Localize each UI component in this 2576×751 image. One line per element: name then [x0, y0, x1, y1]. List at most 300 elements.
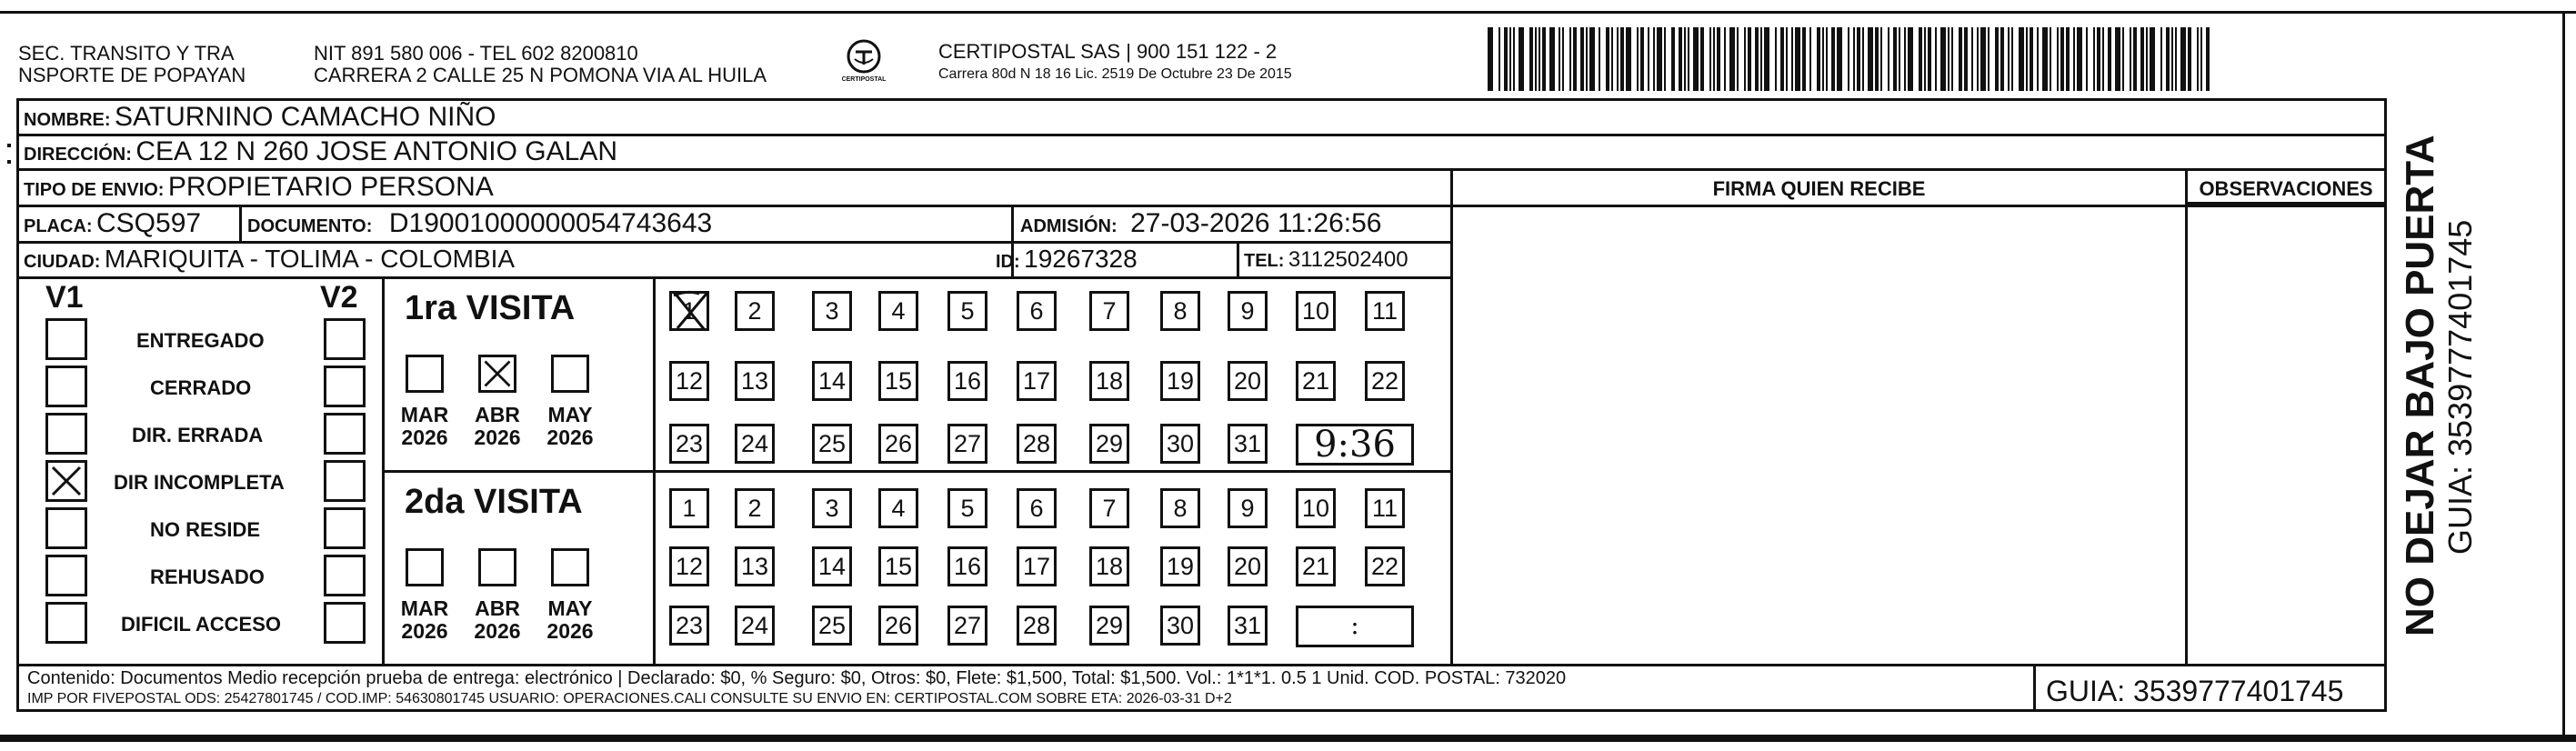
barcode-bar — [2026, 27, 2028, 91]
day-box[interactable]: 6 — [1017, 488, 1057, 528]
day-box[interactable]: 23 — [669, 606, 709, 646]
v1-label: V1 — [45, 280, 84, 315]
day-box[interactable]: 2 — [735, 291, 775, 331]
day-box[interactable]: 2 — [735, 488, 775, 528]
x-mark-icon — [481, 357, 514, 390]
barcode-bar — [1709, 27, 1711, 91]
status-option-label: DIFICIL ACCESO — [121, 613, 282, 636]
month-year: 2026 — [401, 426, 448, 449]
barcode-bar — [2042, 27, 2048, 91]
barcode-bar — [1713, 27, 1715, 91]
nit-line: NIT 891 580 006 - TEL 602 8200810 — [314, 42, 638, 65]
barcode-bar — [1599, 27, 1600, 91]
month-name: ABR — [475, 596, 520, 620]
barcode-bar — [2066, 27, 2070, 91]
barcode-bar — [1893, 27, 1897, 91]
barcode-bar — [2166, 27, 2170, 91]
v2-checkbox[interactable] — [324, 602, 366, 644]
tel-value: 3112502400 — [1288, 247, 1408, 272]
day-box[interactable]: 29 — [1089, 606, 1129, 646]
barcode-bar — [1688, 27, 1689, 91]
sender-line-2: NSPORTE DE POPAYAN — [18, 64, 246, 86]
day-box[interactable]: 15 — [878, 546, 918, 586]
month-label — [460, 597, 535, 643]
status-option-label: REHUSADO — [150, 566, 265, 588]
barcode-bar — [1748, 27, 1751, 91]
day-box[interactable]: 11 — [1365, 488, 1405, 528]
barcode-bar — [1671, 27, 1675, 91]
day-box[interactable]: 15 — [878, 361, 918, 401]
day-box[interactable]: 23 — [669, 424, 709, 464]
day-box[interactable]: 8 — [1160, 488, 1200, 528]
edge-mark — [7, 144, 11, 147]
day-box[interactable]: 18 — [1089, 361, 1129, 401]
frame-top — [16, 98, 2386, 101]
barcode-bar — [2008, 27, 2010, 91]
tel-row — [1244, 247, 1408, 273]
v2-checkbox[interactable] — [324, 413, 366, 455]
row-line-4 — [16, 241, 1450, 244]
barcode-bar — [1888, 27, 1889, 91]
documento-label: DOCUMENTO: — [247, 216, 373, 236]
barcode-bar — [1822, 27, 1824, 91]
frame-bottom — [16, 709, 2387, 712]
barcode-bar — [2073, 27, 2075, 91]
row-line-2 — [16, 168, 2386, 171]
barcode-bar — [1509, 27, 1511, 91]
barcode-bar — [2146, 27, 2148, 91]
footer-line-2: IMP POR FIVEPOSTAL ODS: 25427801745 / COD.IMP: 54630801745 USUARIO: OPERACIONES.CALI CONSULTE SU ENVIO EN: CERTIPOSTAL.COM SOBRE ETA: 2026-03-31 D+2 — [27, 691, 1232, 706]
v1-checkbox[interactable] — [45, 318, 87, 360]
day-box[interactable]: 5 — [947, 291, 987, 331]
month-checkbox[interactable] — [551, 355, 589, 393]
placa-divider — [239, 205, 242, 241]
day-box[interactable]: 14 — [812, 546, 852, 586]
barcode-bar — [1948, 27, 1950, 91]
barcode-bar — [2108, 27, 2111, 91]
v1-checkbox[interactable] — [45, 413, 87, 455]
day-box[interactable]: 28 — [1017, 424, 1057, 464]
certipostal-logo — [835, 36, 893, 85]
day-box[interactable]: 8 — [1160, 291, 1200, 331]
barcode-bar — [1653, 27, 1655, 91]
barcode-bar — [1786, 27, 1788, 91]
month-checkbox[interactable] — [551, 548, 589, 586]
day-box[interactable]: 25 — [812, 606, 852, 646]
v2-label: V2 — [320, 280, 358, 315]
x-mark-icon — [48, 463, 85, 499]
barcode — [1488, 27, 2210, 91]
status-option-label: DIR. ERRADA — [132, 424, 264, 446]
barcode-bar — [2000, 27, 2004, 91]
barcode-bar — [2102, 27, 2104, 91]
status-option-label: DIR INCOMPLETA — [114, 471, 285, 494]
barcode-bar — [1880, 27, 1882, 91]
day-box[interactable]: 21 — [1296, 546, 1336, 586]
nombre-value: SATURNINO CAMACHO NIÑO — [115, 102, 496, 132]
barcode-bar — [1904, 27, 1906, 91]
day-box[interactable]: 20 — [1228, 546, 1268, 586]
day-box[interactable]: 13 — [735, 361, 775, 401]
day-box[interactable]: 13 — [735, 546, 775, 586]
barcode-bar — [1988, 27, 1990, 91]
placa-label: PLACA: — [24, 216, 93, 236]
status-option-label: NO RESIDE — [150, 518, 261, 541]
barcode-bar — [1853, 27, 1855, 91]
barcode-bar — [2188, 27, 2191, 91]
day-box[interactable]: 26 — [878, 424, 918, 464]
month-checkbox[interactable] — [478, 548, 516, 586]
bottom-border — [0, 735, 2576, 742]
barcode-bar — [1744, 27, 1746, 91]
footer-guia-divider — [2033, 666, 2036, 711]
barcode-bar — [2133, 27, 2137, 91]
id-row — [996, 245, 1138, 274]
day-box[interactable]: 16 — [947, 361, 987, 401]
barcode-bar — [1837, 27, 1842, 91]
barcode-bar — [1977, 27, 1979, 91]
barcode-bar — [1657, 27, 1662, 91]
day-mark — [668, 288, 712, 334]
barcode-bar — [2160, 27, 2162, 91]
barcode-bar — [1498, 27, 1500, 91]
month-checkbox[interactable] — [406, 548, 444, 586]
barcode-bar — [1559, 27, 1560, 91]
observaciones-header-line — [2185, 202, 2385, 205]
direccion-value: CEA 12 N 260 JOSE ANTONIO GALAN — [135, 136, 618, 166]
day-box[interactable]: 11 — [1365, 291, 1405, 331]
barcode-bar — [1637, 27, 1639, 91]
footer-top-line — [16, 664, 2386, 666]
barcode-bar — [1802, 27, 1806, 91]
barcode-bar — [1964, 27, 1968, 91]
month-name: MAY — [547, 403, 593, 426]
barcode-bar — [1724, 27, 1726, 91]
id-label: ID: — [996, 252, 1020, 272]
v1-checkbox[interactable] — [45, 555, 87, 596]
barcode-bar — [2206, 27, 2210, 91]
barcode-bar — [2060, 27, 2064, 91]
day-box[interactable]: 3 — [812, 291, 852, 331]
admision-label: ADMISIÓN: — [1020, 216, 1118, 236]
nombre-row — [24, 102, 496, 133]
month-year: 2026 — [474, 619, 521, 643]
day-box[interactable]: 16 — [947, 546, 987, 586]
barcode-bar — [1573, 27, 1577, 91]
row-line-5 — [16, 276, 1450, 279]
barcode-bar — [2197, 27, 2199, 91]
tipo-label: TIPO DE ENVIO: — [24, 180, 165, 200]
barcode-bar — [1826, 27, 1828, 91]
barcode-bar — [2140, 27, 2144, 91]
side-guia: GUIA: 3539777401745 — [2441, 219, 2479, 555]
barcode-bar — [1908, 27, 1913, 91]
signature-area[interactable] — [1453, 207, 2182, 662]
month-label — [460, 404, 535, 449]
license-line: Carrera 80d N 18 16 Lic. 2519 De Octubre 23 De 2015 — [938, 66, 1292, 82]
footer-line-1: Contenido: Documentos Medio recepción prueba de entrega: electrónico | Declarado: $0, % Seguro: $0, Otros: $0, Flete: $1,500, Total: $1,500. Vol.: 1*1*1. 0.5 1 Unid. COD. POSTAL: 732020 — [27, 668, 1567, 688]
barcode-bar — [1620, 27, 1624, 91]
status-option-label: ENTREGADO — [136, 329, 265, 352]
v1-checkbox[interactable] — [45, 365, 87, 407]
barcode-bar — [2115, 27, 2120, 91]
barcode-bar — [1640, 27, 1644, 91]
barcode-bar — [1700, 27, 1704, 91]
day-box[interactable]: 6 — [1017, 291, 1057, 331]
barcode-bar — [1848, 27, 1849, 91]
v2-checkbox[interactable] — [324, 555, 366, 596]
barcode-bar — [2057, 27, 2059, 91]
visit-calendar-divider — [653, 276, 656, 666]
day-box[interactable]: 7 — [1089, 488, 1129, 528]
day-box[interactable]: 21 — [1296, 361, 1336, 401]
edge-mark — [7, 160, 11, 164]
barcode-bar — [1737, 27, 1739, 91]
barcode-bar — [1760, 27, 1762, 91]
barcode-bar — [1868, 27, 1873, 91]
v1-checkbox[interactable] — [45, 460, 87, 502]
barcode-bar — [2097, 27, 2100, 91]
barcode-bar — [1862, 27, 1864, 91]
month-year: 2026 — [474, 426, 521, 449]
day-box[interactable]: 22 — [1365, 546, 1405, 586]
sender-line-1: SEC. TRANSITO Y TRA — [18, 42, 235, 65]
barcode-bar — [1606, 27, 1609, 91]
barcode-bar — [1928, 27, 1931, 91]
day-box[interactable]: 3 — [812, 488, 852, 528]
barcode-bar — [1586, 27, 1588, 91]
barcode-bar — [1684, 27, 1686, 91]
firma-label: FIRMA QUIEN RECIBE — [1712, 177, 1926, 200]
day-box[interactable]: 31 — [1228, 424, 1268, 464]
day-box[interactable]: 18 — [1089, 546, 1129, 586]
day-box[interactable]: 20 — [1228, 361, 1268, 401]
month-checkbox[interactable] — [406, 355, 444, 393]
v2-checkbox[interactable] — [324, 318, 366, 360]
day-box[interactable]: 10 — [1296, 488, 1336, 528]
barcode-bar — [1519, 27, 1524, 91]
v1-checkbox[interactable] — [45, 602, 87, 644]
cross-mark-icon — [668, 288, 712, 334]
barcode-bar — [1626, 27, 1631, 91]
month-name: MAR — [400, 403, 449, 426]
barcode-bar — [1717, 27, 1720, 91]
barcode-bar — [1562, 27, 1564, 91]
day-box[interactable]: 31 — [1228, 606, 1268, 646]
barcode-bar — [1504, 27, 1508, 91]
time-box[interactable]: 9:36 — [1296, 424, 1414, 466]
day-box[interactable]: 4 — [878, 291, 918, 331]
barcode-bar — [2180, 27, 2186, 91]
barcode-bar — [2019, 27, 2024, 91]
month-label — [533, 597, 607, 643]
month-checkbox[interactable] — [478, 355, 516, 393]
day-box[interactable]: 26 — [878, 606, 918, 646]
barcode-bar — [1899, 27, 1900, 91]
tipo-row — [24, 172, 494, 203]
barcode-bar — [1791, 27, 1793, 91]
direccion-label: DIRECCIÓN: — [24, 145, 132, 165]
barcode-bar — [1542, 27, 1546, 91]
day-box[interactable]: 12 — [669, 361, 709, 401]
nombre-label: NOMBRE: — [24, 110, 111, 130]
day-box[interactable]: 5 — [947, 488, 987, 528]
barcode-bar — [2050, 27, 2051, 91]
ciudad-value: MARIQUITA - TOLIMA - COLOMBIA — [104, 245, 516, 273]
barcode-bar — [1919, 27, 1922, 91]
day-box[interactable]: 1 — [669, 488, 709, 528]
barcode-bar — [1924, 27, 1926, 91]
barcode-bar — [1539, 27, 1540, 91]
observaciones-area[interactable] — [2188, 207, 2382, 662]
day-box[interactable]: 25 — [812, 424, 852, 464]
admision-value: 27-03-2026 11:26:56 — [1130, 208, 1382, 238]
day-box[interactable]: 27 — [947, 606, 987, 646]
day-box[interactable]: 30 — [1160, 424, 1200, 464]
visita-title: 1ra VISITA — [405, 289, 576, 327]
day-box[interactable]: 19 — [1160, 361, 1200, 401]
month-name: MAR — [400, 596, 449, 620]
admision-row — [1020, 208, 1381, 239]
barcode-bar — [1617, 27, 1619, 91]
right-border — [2562, 11, 2565, 738]
barcode-bar — [1809, 27, 1811, 91]
barcode-bar — [2093, 27, 2095, 91]
barcode-bar — [1817, 27, 1820, 91]
month-name: MAY — [547, 596, 593, 620]
direccion-row — [24, 136, 617, 167]
tipo-value: PROPIETARIO PERSONA — [167, 172, 494, 202]
barcode-bar — [1935, 27, 1937, 91]
frame-right — [2384, 98, 2387, 711]
barcode-bar — [1549, 27, 1555, 91]
barcode-bar — [1679, 27, 1682, 91]
barcode-bar — [1780, 27, 1784, 91]
barcode-bar — [2086, 27, 2088, 91]
barcode-bar — [2030, 27, 2033, 91]
barcode-bar — [1580, 27, 1584, 91]
observaciones-label: OBSERVACIONES — [2199, 177, 2373, 200]
day-box[interactable]: 12 — [669, 546, 709, 586]
placa-value: CSQ597 — [96, 208, 202, 238]
barcode-bar — [1535, 27, 1537, 91]
month-label — [387, 404, 462, 449]
visita-title: 2da VISITA — [405, 483, 583, 521]
month-year: 2026 — [401, 619, 448, 643]
day-box[interactable] — [669, 291, 709, 331]
barcode-bar — [1980, 27, 1986, 91]
logo-caption: CERTIPOSTAL — [841, 76, 887, 83]
day-box[interactable]: 9 — [1228, 291, 1268, 331]
v2-checkbox[interactable] — [324, 365, 366, 407]
day-box[interactable]: 22 — [1365, 361, 1405, 401]
barcode-bar — [1951, 27, 1953, 91]
barcode-bar — [1729, 27, 1735, 91]
visit-divider — [382, 470, 1452, 473]
day-box[interactable]: 27 — [947, 424, 987, 464]
footer-guia: GUIA: 3539777401745 — [2046, 675, 2344, 707]
no-dejar-bajo-puerta: NO DEJAR BAJO PUERTA — [2398, 135, 2442, 636]
time-box[interactable]: : — [1296, 606, 1414, 647]
tel-label: TEL: — [1244, 251, 1285, 271]
day-box[interactable]: 4 — [878, 488, 918, 528]
placa-row — [24, 208, 201, 239]
barcode-bar — [1755, 27, 1759, 91]
barcode-bar — [1589, 27, 1595, 91]
barcode-bar — [2130, 27, 2131, 91]
barcode-bar — [1831, 27, 1835, 91]
barcode-bar — [1611, 27, 1613, 91]
day-box[interactable]: 9 — [1228, 488, 1268, 528]
barcode-bar — [1664, 27, 1666, 91]
top-border — [0, 11, 2576, 14]
barcode-bar — [2077, 27, 2082, 91]
month-year: 2026 — [546, 619, 594, 643]
documento-row — [247, 208, 712, 239]
barcode-bar — [1971, 27, 1973, 91]
barcode-bar — [1764, 27, 1769, 91]
documento-value: D19001000000054743643 — [388, 208, 713, 238]
barcode-bar — [1995, 27, 1999, 91]
day-box[interactable]: 30 — [1160, 606, 1200, 646]
v2-checkbox[interactable] — [324, 507, 366, 549]
day-box[interactable]: 29 — [1089, 424, 1129, 464]
barcode-bar — [1875, 27, 1879, 91]
v1-checkbox[interactable] — [45, 507, 87, 549]
day-box[interactable]: 7 — [1089, 291, 1129, 331]
barcode-bar — [1648, 27, 1649, 91]
barcode-bar — [1795, 27, 1800, 91]
barcode-bar — [1529, 27, 1533, 91]
barcode-bar — [2175, 27, 2177, 91]
month-label — [387, 597, 462, 643]
month-label — [533, 404, 607, 449]
barcode-bar — [2011, 27, 2013, 91]
tel-divider — [1237, 241, 1239, 277]
frame-left — [16, 98, 19, 711]
barcode-bar — [2171, 27, 2173, 91]
address-line: CARRERA 2 CALLE 25 N POMONA VIA AL HUILA — [314, 64, 767, 86]
barcode-bar — [1940, 27, 1946, 91]
barcode-bar — [2037, 27, 2039, 91]
v2-checkbox[interactable] — [324, 460, 366, 502]
month-name: ABR — [475, 403, 520, 426]
barcode-bar — [1775, 27, 1777, 91]
day-number: 1 — [682, 297, 697, 325]
day-box[interactable]: 24 — [735, 424, 775, 464]
barcode-bar — [1569, 27, 1571, 91]
barcode-bar — [2200, 27, 2202, 91]
month-year: 2026 — [546, 426, 594, 449]
ciudad-row — [24, 245, 515, 274]
barcode-bar — [1693, 27, 1699, 91]
day-box[interactable]: 10 — [1296, 291, 1336, 331]
day-box[interactable]: 24 — [735, 606, 775, 646]
ciudad-label: CIUDAD: — [24, 252, 101, 272]
barcode-bar — [2150, 27, 2155, 91]
day-box[interactable]: 17 — [1017, 546, 1057, 586]
day-box[interactable]: 17 — [1017, 361, 1057, 401]
day-box[interactable]: 28 — [1017, 606, 1057, 646]
day-box[interactable]: 19 — [1160, 546, 1200, 586]
barcode-bar — [1488, 27, 1493, 91]
barcode-bar — [2122, 27, 2124, 91]
status-option-label: CERRADO — [150, 376, 252, 399]
barcode-bar — [1513, 27, 1515, 91]
day-box[interactable]: 14 — [812, 361, 852, 401]
id-value: 19267328 — [1024, 245, 1138, 273]
barcode-bar — [1959, 27, 1962, 91]
